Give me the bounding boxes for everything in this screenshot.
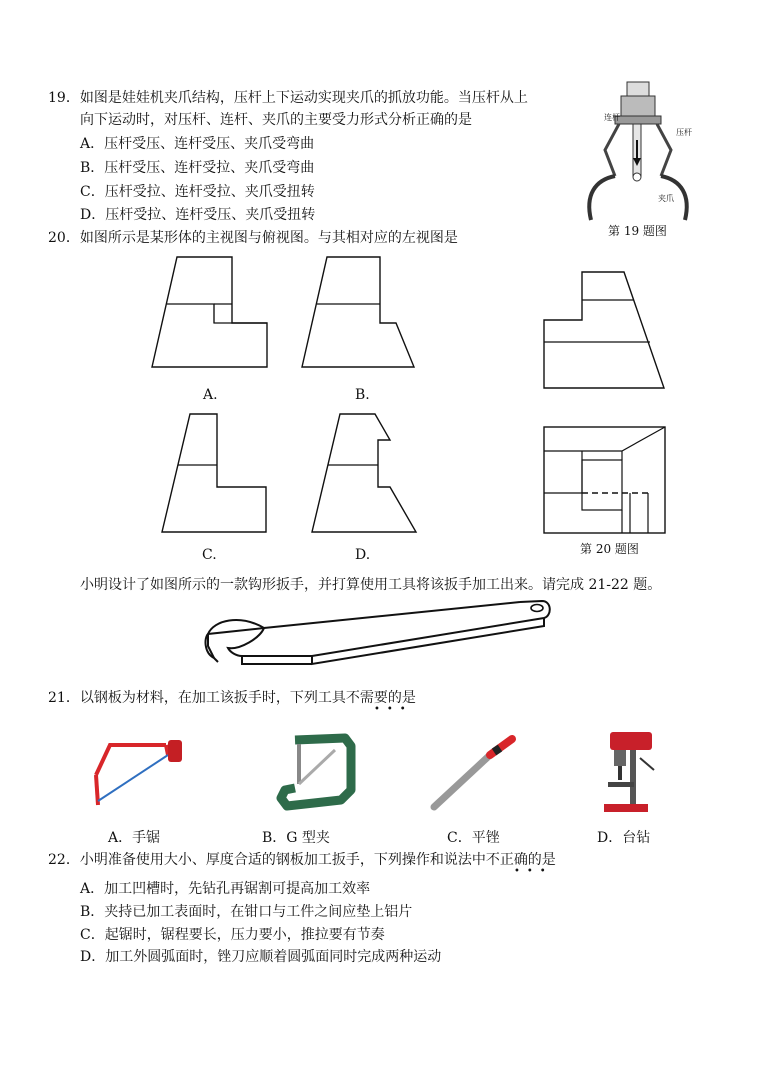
q22-option-d: D．加工外圆弧面时，锉刀应顺着圆弧面同时完成两种运动	[80, 949, 442, 965]
q19-stem-line1: 19．如图是娃娃机夹爪结构，压杆上下运动实现夹爪的抓放功能。当压杆从上	[48, 90, 528, 106]
q21-option-b: B．G 型夹	[262, 830, 330, 846]
emphasis-dots: •••	[374, 704, 413, 715]
g-clamp-icon	[275, 730, 360, 815]
q22-stem: 22．小明准备使用大小、厚度合适的钢板加工扳手，下列操作和说法中不正确的是	[48, 852, 556, 868]
q20-stem: 20．如图所示是某形体的主视图与俯视图。与其相对应的左视图是	[48, 230, 458, 246]
q21-option-c: C．平锉	[447, 830, 500, 846]
flat-file-icon	[428, 735, 518, 810]
label-linkrod: 连杆	[604, 113, 620, 122]
q20-label-c: C.	[202, 547, 217, 563]
q19-option-d: D．压杆受拉、连杆受压、夹爪受扭转	[80, 207, 316, 223]
q21-stem: 21．以钢板为材料，在加工该扳手时，下列工具不需要的是	[48, 690, 416, 706]
q22-option-c: C．起锯时，锯程要长，压力要小，推拉要有节奏	[80, 927, 385, 943]
q19-option-a: A．压杆受压、连杆受压、夹爪受弯曲	[80, 136, 315, 152]
q19-option-b: B．压杆受压、连杆受拉、夹爪受弯曲	[80, 160, 315, 176]
intro-text: 小明设计了如图所示的一款钩形扳手，并打算使用工具将该扳手加工出来。请完成 21-22 题。	[80, 577, 662, 593]
q20-front-view	[542, 270, 667, 392]
q22-option-a: A．加工凹槽时，先钻孔再锯割可提高加工效率	[80, 881, 371, 897]
q20-label-d: D.	[355, 547, 371, 563]
q21-option-a: A．手锯	[108, 830, 161, 846]
q22-option-b: B．夹持已加工表面时，在钳口与工件之间应垫上铝片	[80, 904, 413, 920]
hand-saw-icon	[88, 735, 188, 810]
q20-option-d-figure	[310, 412, 420, 534]
claw-machine-figure	[575, 80, 705, 225]
q20-option-c-figure	[160, 412, 270, 534]
q21-option-d: D．台钻	[597, 830, 651, 846]
label-pressrod: 压杆	[676, 128, 692, 137]
q19-caption: 第 19 题图	[608, 224, 667, 238]
q20-top-view	[542, 425, 667, 535]
q19-stem-line2: 向下运动时，对压杆、连杆、夹爪的主要受力形式分析正确的是	[80, 112, 472, 128]
label-claw: 夹爪	[658, 194, 674, 203]
hook-wrench-figure	[200, 598, 555, 668]
q20-option-b-figure	[300, 255, 420, 370]
q20-label-b: B.	[355, 387, 370, 403]
bench-drill-icon	[600, 730, 660, 815]
emphasis-dots: •••	[514, 866, 553, 877]
q19-option-c: C．压杆受拉、连杆受拉、夹爪受扭转	[80, 184, 315, 200]
q20-label-a: A.	[203, 387, 218, 403]
q20-option-a-figure	[150, 255, 270, 370]
q20-caption: 第 20 题图	[580, 542, 639, 556]
